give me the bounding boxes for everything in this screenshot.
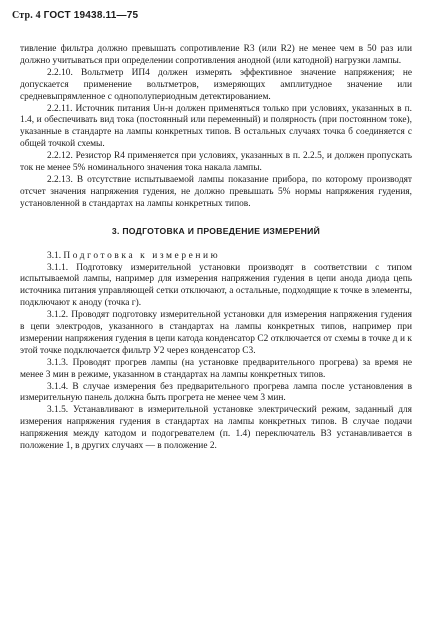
paragraph-3-1-3: 3.1.3. Проводят прогрев лампы (на установке предварительного прогрева) за время не менее 3 мин в режиме, указанном в стандартах на лампы конкретных типов.: [20, 357, 412, 380]
paragraph-3-1-4: 3.1.4. В случае измерения без предварительного прогрева лампа после установления в измерительную панель должна быть прогрета не менее чем 3 мин.: [20, 381, 412, 404]
page-number: Стр. 4: [12, 10, 41, 21]
paragraph-3-1-5: 3.1.5. Устанавливают в измерительной установке электрический режим, заданный для измерения напряжения гудения в стандартах на лампы конкретных типов. В случае подачи напряжения между катодом и подогревателем (п. 1.4) переключатель В3 устанавливается в положение 1, в других случаях — в положение 2.: [20, 405, 412, 452]
subsection-heading: [20, 251, 412, 263]
page-header: [12, 10, 138, 21]
subsection-title: Подготовка к измерению: [63, 250, 221, 261]
paragraph-continuation: тивление фильтра должно превышать сопротивление R3 (или R2) не менее чем в 50 раз или должно учитываться при определении сопротивления анодной (или катодной) нагрузки лампы.: [20, 44, 412, 66]
subsection-number: 3.1.: [47, 250, 62, 261]
paragraph-2-2-13: 2.2.13. В отсутствие испытываемой лампы показание прибора, по которому производят отсчет значения напряжения гудения, не должно превышать 5% нормы напряжения гудения, установленной в стандартах на лампы конкретных типов.: [20, 174, 412, 209]
paragraph-3-1-1: 3.1.1. Подготовку измерительной установки производят в соответствии с типом испытываемой лампы, например для измерения напряжения гудения в цепи анода диода цепь источника питания управляющей сетки отключают, а остальные, подходящие к точке в элементы, подключают к аноду (точка г).: [20, 262, 412, 309]
paragraph-2-2-12: 2.2.12. Резистор R4 применяется при условиях, указанных в п. 2.2.5, и должен пропускать ток не менее 5% номинального значения тока накала лампы.: [20, 151, 412, 174]
paragraph-3-1-2: 3.1.2. Проводят подготовку измерительной установки для измерения напряжения гудения в цепи электродов, указанного в стандартах на лампы конкретных типов, например при измерении напряжения гудения в цепи катода конденсатор С2 отключается от схемы в точке д и к этой точке подключается фильтр У2 через конденсатор С3.: [20, 310, 412, 356]
document-body: [20, 44, 412, 453]
paragraph-2-2-10: 2.2.10. Вольтметр ИП4 должен измерять эффективное значение напряжения; не допускается применение вольтметров, измеряющих амплитудное значение или средневыпрямленное с однополупериодным детектированием.: [20, 67, 412, 102]
paragraph-2-2-11: 2.2.11. Источник питания Uн-н должен применяться только при условиях, указанных в п. 1.4, и обеспечивать вид тока (постоянный или переменный) и полярность (при постоянном токе), указанные в стандарте на лампы конкретных типов. В остальных случаях точка б соединяется с общей точкой схемы.: [20, 103, 412, 150]
standard-code: ГОСТ 19438.11—75: [43, 10, 139, 21]
section-title: 3. ПОДГОТОВКА И ПРОВЕДЕНИЕ ИЗМЕРЕНИЙ: [111, 225, 321, 236]
